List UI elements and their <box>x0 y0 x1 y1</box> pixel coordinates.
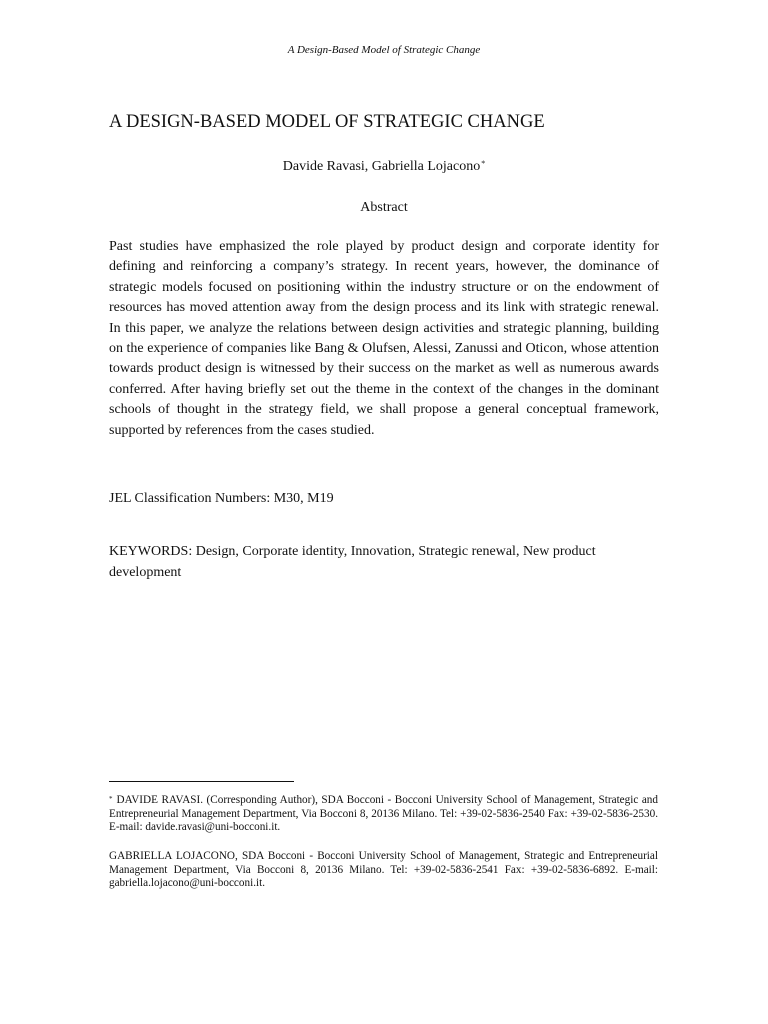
footnote-mark: * <box>109 795 113 803</box>
abstract-heading: Abstract <box>360 200 408 215</box>
paper-title: A DESIGN-BASED MODEL OF STRATEGIC CHANGE <box>109 112 545 132</box>
author-line <box>0 158 768 176</box>
jel-classification: JEL Classification Numbers: M30, M19 <box>109 491 334 506</box>
keywords: KEYWORDS: Design, Corporate identity, Innovation, Strategic renewal, New product development <box>109 544 596 580</box>
footnote-author-2: GABRIELLA LOJACONO, SDA Bocconi - Bocconi University School of Management, Strategic and Entrepreneurial Management Department, Via Bocconi 8, 20136 Milano. Tel: +39-02-5836-2541 Fax: +39-02-5836-6892. E-mail: gabriella.lojacono@uni-bocconi.it. <box>109 850 658 890</box>
footnote-author-1 <box>109 794 658 835</box>
footnote-author-1-text: DAVIDE RAVASI. (Corresponding Author), SDA Bocconi - Bocconi University School of Management, Strategic and Entrepreneurial Management Department, Via Bocconi 8, 20136 Milano. Tel: +39-02-5836-2540 Fax: +39-02-5836-2530. E-mail: davide.ravasi@uni-bocconi.it. <box>109 794 658 834</box>
footnote-divider <box>109 781 294 782</box>
abstract-body: Past studies have emphasized the role played by product design and corporate identity for defining and reinforcing a company’s strategy. In recent years, however, the dominance of strategic models focused on positioning within the industry structure or on the endowment of resources has moved attention away from the design process and its link with strategic renewal. In this paper, we analyze the relations between design activities and strategic planning, building on the experience of companies like Bang & Olufsen, Alessi, Zanussi and Oticon, whose attention towards product design is witnessed by their success on the market as well as numerous awards conferred. After having briefly set out the theme in the context of the changes in the dominant schools of thought in the strategy field, we shall propose a general conceptual framework, supported by references from the cases studied. <box>109 239 659 438</box>
author-names: Davide Ravasi, Gabriella Lojacono <box>282 159 481 174</box>
running-header: A Design-Based Model of Strategic Change <box>287 44 481 56</box>
author-footnote-mark[interactable]: * <box>481 159 486 168</box>
